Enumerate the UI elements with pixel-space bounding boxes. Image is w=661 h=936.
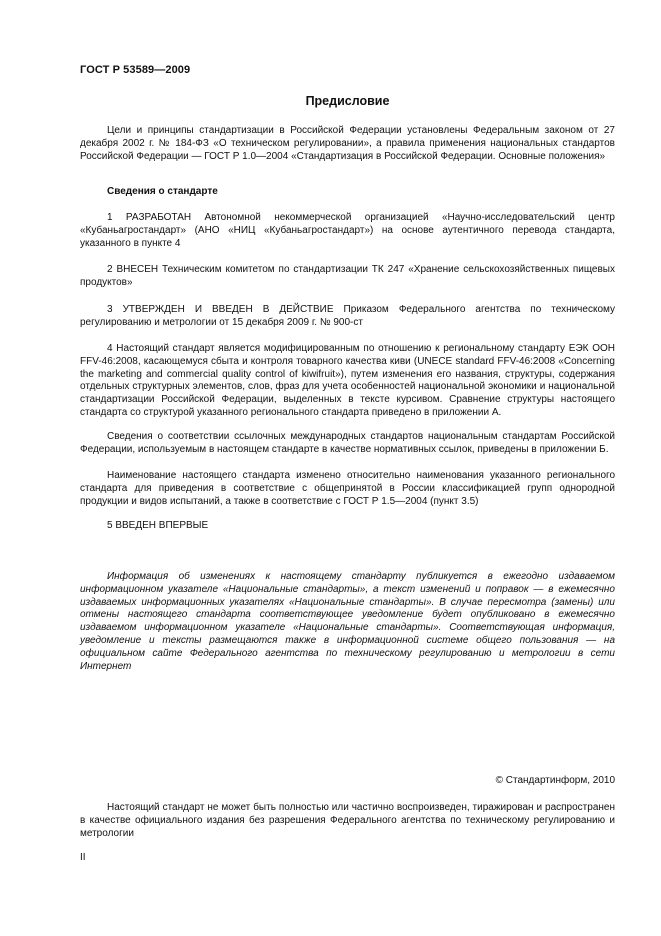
section-heading: Сведения о стандарте <box>107 186 218 197</box>
document-number: ГОСТ Р 53589—2009 <box>80 64 191 76</box>
page-number: II <box>80 852 86 863</box>
item-5: 5 ВВЕДЕН ВПЕРВЫЕ <box>107 520 209 531</box>
intro-paragraph: Цели и принципы стандартизации в Российской Федерации установлены Федеральным законом от 27 декабря 2002 г. № 184-ФЗ «О техническом регулировании», а правила применения национальных стандартов Российской Федерации — ГОСТ Р 1.0—2004 «Стандартизация в Российской Федерации. Основные положения» <box>80 125 615 162</box>
copyright: © Стандартинформ, 2010 <box>495 775 615 786</box>
item-3: 3 УТВЕРЖДЕН И ВВЕДЕН В ДЕЙСТВИЕ Приказом Федерального агентства по техническому регулированию и метрологии от 15 декабря 2009 г. № 900-ст <box>80 304 615 328</box>
item-4-references: Сведения о соответствии ссылочных международных стандартов национальным стандартам Российской Федерации, используемым в настоящем стандарте в качестве нормативных ссылок, приведены в приложении Б. <box>80 431 615 455</box>
page-title: Предисловие <box>305 94 390 108</box>
changes-info-note: Информация об изменениях к настоящему стандарту публикуется в ежегодно издаваемом информационном указателе «Национальные стандарты», а текст изменений и поправок — в ежемесячно издаваемых информационных указателях «Национальные стандарты». В случае пересмотра (замены) или отмены настоящего стандарта соответствующее уведомление будет опубликовано в ежемесячно издаваемом информационном указателе «Национальные стандарты». Соответствующая информация, уведомление и тексты размещаются также в информационной системе общего пользования — на официальном сайте Федерального агентства по техническому регулированию и метрологии в сети Интернет <box>80 571 615 672</box>
item-4-main: 4 Настоящий стандарт является модифицированным по отношению к региональному стандарту ЕЭК ООН FFV-46:2008, касающемуся сбыта и контроля товарного качества киви (UNECE standard FFV-46:2008 «Concerning the marketing and commercial quality control of kiwifruit»), путем изменения его названия, структуры, содержания отдельных структурных элементов, слов, фраз для учета особенностей национальной экономики и национальной стандартизации Российской Федерации, выделенных в тексте курсивом. Сравнение структуры настоящего стандарта со структурой указанного регионального стандарта приведено в приложении А. <box>80 343 615 418</box>
item-1: 1 РАЗРАБОТАН Автономной некоммерческой организацией «Научно-исследовательский центр «Кубаньагростандарт» (АНО «НИЦ «Кубаньагростандарт») на основе аутентичного перевода стандарта, указанного в пункте 4 <box>80 212 615 249</box>
item-2: 2 ВНЕСЕН Техническим комитетом по стандартизации ТК 247 «Хранение сельскохозяйственных пищевых продуктов» <box>80 264 615 288</box>
reproduction-disclaimer: Настоящий стандарт не может быть полностью или частично воспроизведен, тиражирован и распространен в качестве официального издания без разрешения Федерального агентства по техническому регулированию и метрологии <box>80 802 615 839</box>
item-4-title-change: Наименование настоящего стандарта изменено относительно наименования указанного регионального стандарта для приведения в соответствие с общепринятой в России классификацией групп однородной продукции и видов испытаний, а также в соответствие с ГОСТ Р 1.5—2004 (пункт 3.5) <box>80 470 615 507</box>
